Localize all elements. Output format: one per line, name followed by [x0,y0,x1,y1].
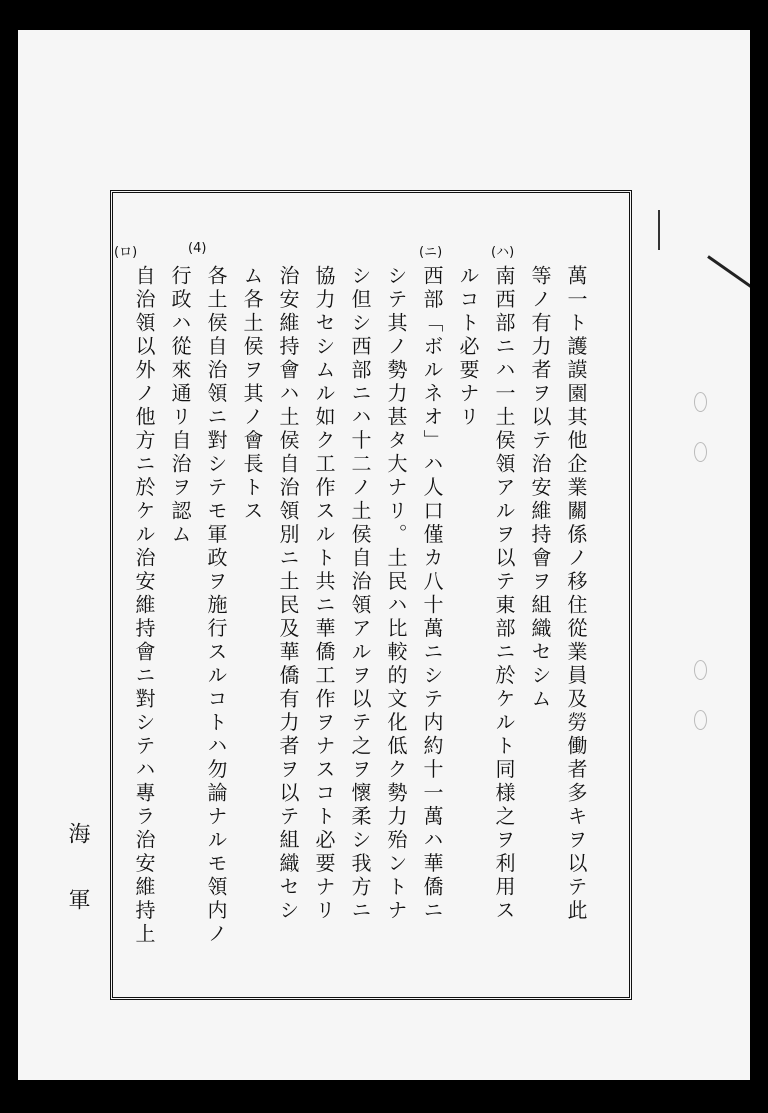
binding-hole [694,660,707,680]
binding-hole [694,710,707,730]
text-column-1: 萬一ト護謨園其他企業關係ノ移住從業員及勞働者多キヲ以テ此 [564,265,588,923]
text-column-12: 行政ハ從來通リ自治ヲ認ム [168,265,192,547]
text-column-11: 各土侯自治領ニ對シテモ軍政ヲ施行スルコトハ勿論ナルモ領内ノ [204,265,228,947]
text-column-8: 協力セシムル如ク工作スルト共ニ華僑工作ヲナスコト必要ナリ [312,265,336,923]
text-column-9: 治安維持會ハ土侯自治領別ニ土民及華僑有力者ヲ以テ組織セシ [276,265,300,923]
margin-tick [658,210,660,250]
text-column-7: シ但シ西部ニハ十二ノ土侯自治領アルヲ以テ之ヲ懷柔シ我方ニ [348,265,372,923]
text-column-5: 西部「ボルネオ」ハ人口僅カ八十萬ニシテ内約十一萬ハ華僑ニ [420,265,444,923]
marker-ro: (ロ) [114,245,138,260]
marker-ha: (ハ) [491,245,515,260]
binding-hole [694,442,707,462]
text-column-6: シテ其ノ勢力甚タ大ナリ。土民ハ比較的文化低ク勢力殆ントナ [384,265,408,923]
text-column-2: 等ノ有力者ヲ以テ治安維持會ヲ組織セシム [528,265,552,712]
text-column-13: 自治領以外ノ他方ニ於ケル治安維持會ニ對シテハ專ラ治安維持上 [132,265,156,947]
text-column-4: ルコト必要ナリ [456,265,480,430]
margin-slash [707,255,750,292]
text-column-10: ム各土侯ヲ其ノ會長トス [240,265,264,524]
text-column-3: 南西部ニハ一土侯領アルヲ以テ東部ニ於ケルト同様之ヲ利用ス [492,265,516,923]
binding-hole [694,392,707,412]
margin-text: 海軍 [65,822,90,954]
marker-ni: (ニ) [419,245,443,260]
document-page [18,30,750,1080]
marker-4: (4) [188,241,207,256]
